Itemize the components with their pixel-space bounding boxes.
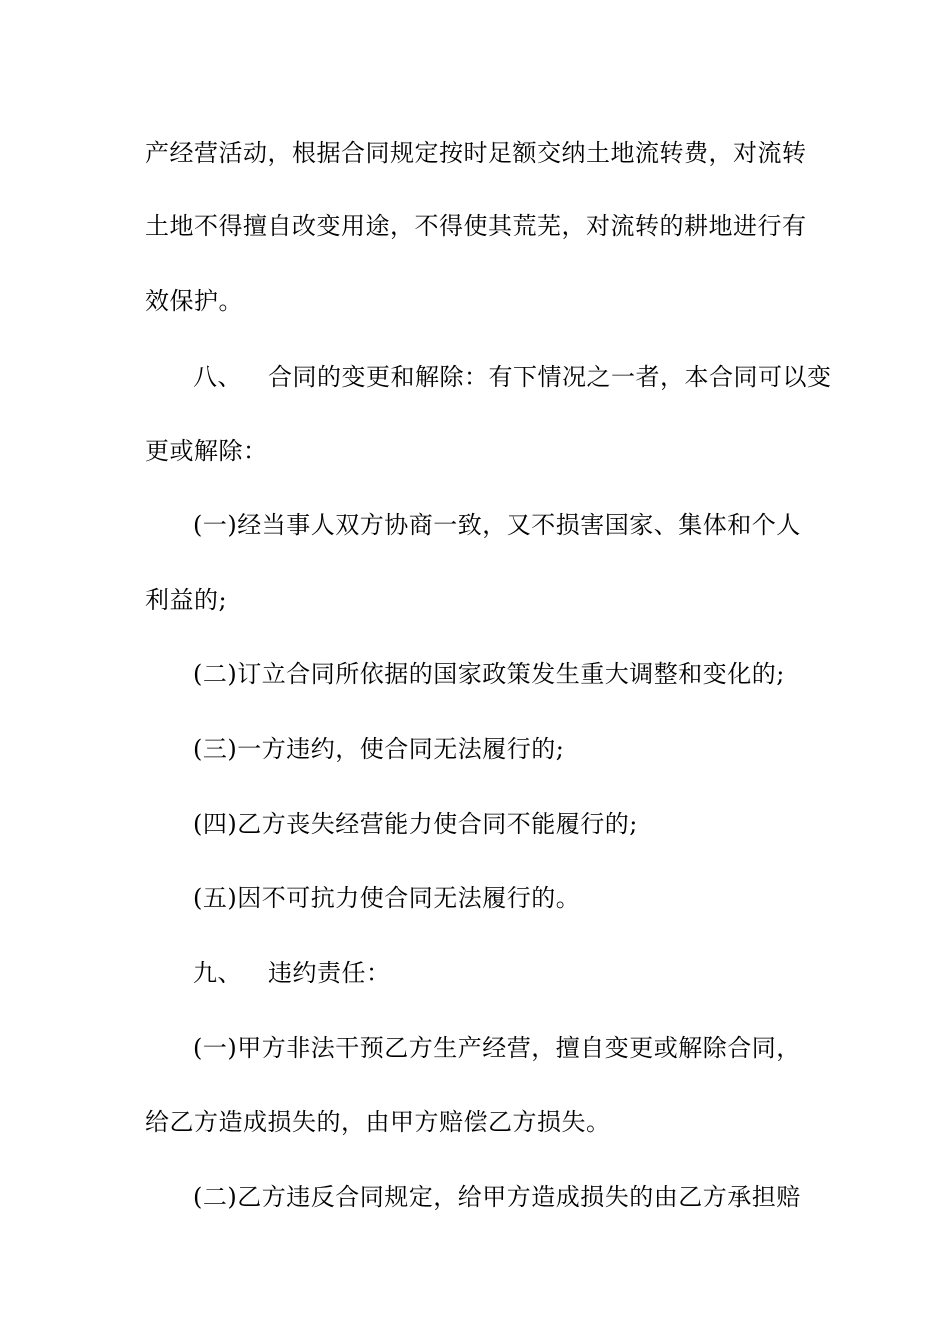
paragraph-line: 产经营活动，根据合同规定按时足额交纳土地流转费，对流转 [145, 139, 807, 167]
clause-item: (二)订立合同所依据的国家政策发生重大调整和变化的; [193, 660, 785, 688]
clause-item: (一)经当事人双方协商一致，又不损害国家、集体和个人 [193, 511, 801, 539]
paragraph-line: 给乙方造成损失的，由甲方赔偿乙方损失。 [145, 1108, 611, 1136]
section-9-text: 违约责任： [268, 959, 391, 987]
section-9-heading [193, 958, 863, 988]
clause-item: (四)乙方丧失经营能力使合同不能履行的; [193, 810, 638, 838]
paragraph-line: 更或解除： [145, 437, 268, 465]
paragraph-line: 利益的; [145, 586, 228, 614]
paragraph-line: 效保护。 [145, 287, 243, 315]
clause-item: (一)甲方非法干预乙方生产经营，擅自变更或解除合同， [193, 1034, 801, 1062]
section-9-number: 九、 [193, 959, 242, 987]
section-8-heading [193, 362, 863, 392]
clause-item: (二)乙方违反合同规定，给甲方造成损失的由乙方承担赔 [193, 1183, 801, 1211]
section-8-text: 合同的变更和解除：有下情况之一者，本合同可以变 [268, 363, 832, 391]
clause-item: (五)因不可抗力使合同无法履行的。 [193, 884, 581, 912]
section-8-number: 八、 [193, 363, 242, 391]
paragraph-line: 土地不得擅自改变用途，不得使其荒芜，对流转的耕地进行有 [145, 212, 807, 240]
clause-item: (三)一方违约，使合同无法履行的; [193, 735, 565, 763]
